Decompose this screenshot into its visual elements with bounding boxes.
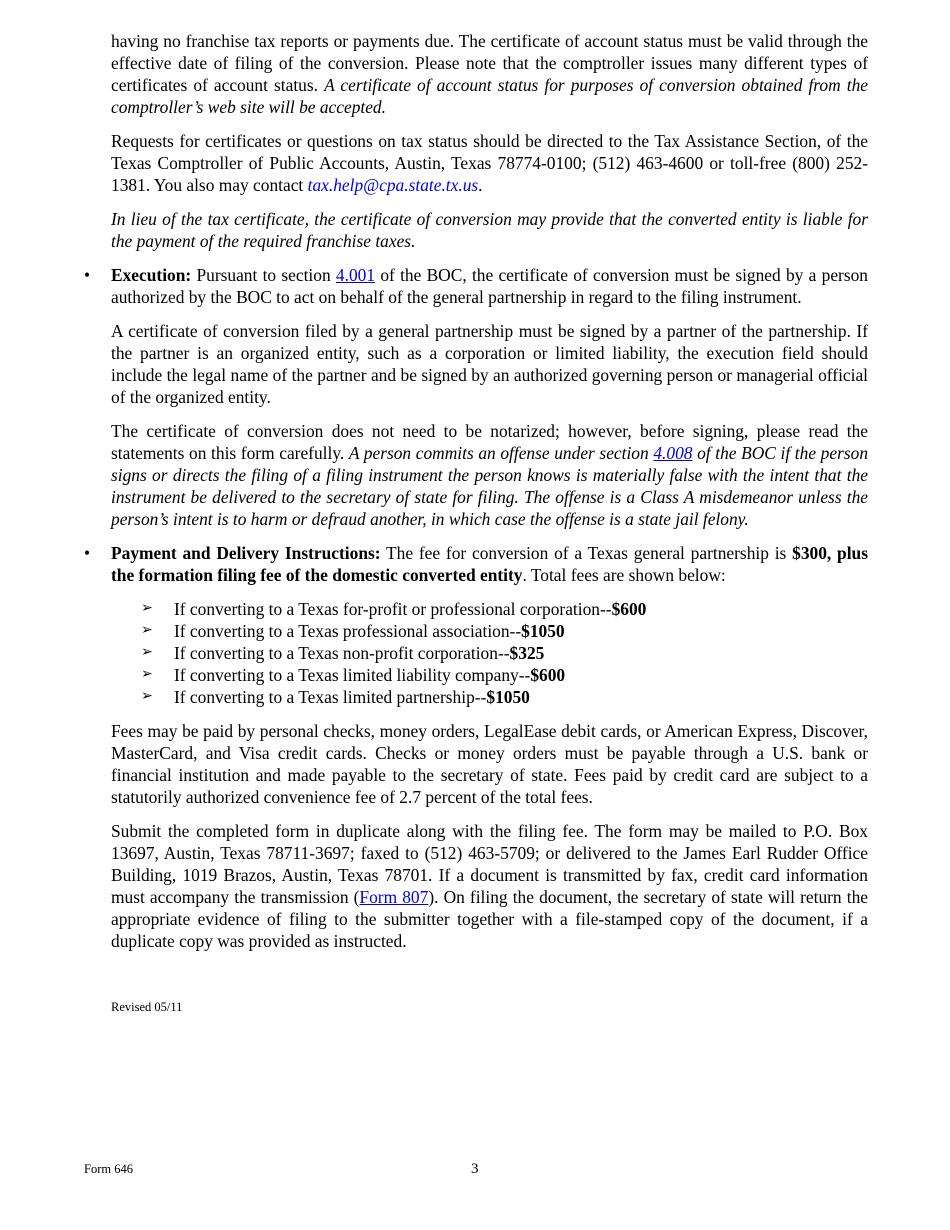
text: .: [478, 175, 483, 195]
text: Requests for certificates or questions on tax status should be directed to the Tax Assistance Section, of the Texas Comptroller of Public Accounts, Austin, Texas 78774-0100; (512) 463-4600 or toll-free (800) 252-1381. You also may contact: [111, 131, 868, 195]
fee-amount: $1050: [486, 687, 530, 707]
footer-form-number: Form 646: [84, 1162, 133, 1176]
page-number: 3: [471, 1161, 479, 1177]
fee-amount: $600: [611, 599, 647, 619]
fee-item: [141, 642, 868, 664]
fee-item: [141, 664, 868, 686]
revised-date: Revised 05/11: [111, 1000, 183, 1014]
email-link[interactable]: tax.help@cpa.state.tx.us: [307, 175, 479, 195]
italic-text: A certificate of account status for purposes of conversion obtained from the comptroller’s web site will be accepted.: [111, 75, 868, 117]
fee-item: [141, 620, 868, 642]
paragraph-certificate-status: [111, 30, 868, 118]
italic-text: A person commits an offense under section: [348, 443, 654, 463]
section-heading: Execution:: [111, 265, 192, 285]
payment-section: [84, 542, 868, 586]
text: Submit the completed form in duplicate along with the filing fee. The form may be mailed to P.O. Box 13697, Austin, Texas 78711-3697; faxed to (512) 463-5709; or delivered to the James Earl Rudder Office Building, 1019 Brazos, Austin, Texas 78701. If a document is transmitted by fax, credit card information must accompany the transmission (: [111, 821, 868, 907]
bold-text: $300, plus the formation filing fee of the domestic converted entity: [111, 543, 868, 585]
paragraph-submit: [111, 820, 868, 952]
link-section-4001[interactable]: 4.001: [335, 265, 376, 285]
fee-item: [141, 686, 868, 708]
arrow-bullet-icon: ➢: [141, 623, 153, 638]
arrow-bullet-icon: ➢: [141, 689, 153, 704]
link-section-4008[interactable]: 4.008: [653, 443, 693, 463]
text: . Total fees are shown below:: [522, 565, 726, 585]
fee-text: If converting to a Texas limited partnership--: [174, 687, 487, 707]
text: Pursuant to section: [191, 265, 336, 285]
text: having no franchise tax reports or payments due. The certificate of account status must be valid through the effective date of filing of the conversion. Please note that the comptroller issues many different types of certificates of account status.: [111, 31, 868, 95]
text: ). On filing the document, the secretary of state will return the appropriate evidence of filing to the submitter together with a file-stamped copy of the document, if a duplicate copy was provided as instructed.: [111, 887, 868, 951]
italic-text: of the BOC if the person signs or directs the filing of a filing instrument the person knows is materially false with the intent that the instrument be delivered to the secretary of state for filing. The offense is a Class A misdemeanor unless the person’s intent is to harm or defraud another, in which case the offense is a state jail felony.: [111, 443, 869, 529]
paragraph-execution-partner: A certificate of conversion filed by a general partnership must be signed by a partner of the partnership. If the partner is an organized entity, such as a corporation or limited liability, the execution field should include the legal name of the partner and be signed by an authorized governing person or managerial official of the organized entity.: [111, 321, 868, 407]
fee-text: If converting to a Texas professional association--: [174, 621, 522, 641]
fee-amount: $1050: [521, 621, 565, 641]
link-form-807[interactable]: Form 807: [359, 887, 429, 907]
fee-amount: $600: [530, 665, 566, 685]
paragraph-payment-methods: Fees may be paid by personal checks, money orders, LegalEase debit cards, or American Express, Discover, MasterCard, and Visa credit cards. Checks or money orders must be payable through a U.S. bank or financial institution and made payable to the secretary of state. Fees paid by credit card are subject to a statutorily authorized convenience fee of 2.7 percent of the total fees.: [111, 721, 868, 807]
text: of the BOC, the certificate of conversion must be signed by a person authorized by the BOC to act on behalf of the general partnership in regard to the filing instrument.: [111, 265, 868, 307]
document-page: [84, 30, 869, 1018]
italic-text: In lieu of the tax certificate, the certificate of conversion may provide that the converted entity is liable for the payment of the required franchise taxes.: [111, 209, 868, 251]
bullet-icon: •: [84, 265, 91, 285]
paragraph-notarized: [111, 420, 868, 530]
arrow-bullet-icon: ➢: [141, 645, 153, 660]
execution-section: [84, 264, 868, 308]
text: The certificate of conversion does not need to be notarized; however, before signing, please read the statements on this form carefully.: [111, 421, 868, 463]
arrow-bullet-icon: ➢: [141, 601, 153, 616]
section-heading: Payment and Delivery Instructions:: [111, 543, 381, 563]
text: The fee for conversion of a Texas general partnership is: [380, 543, 793, 563]
fee-item: [141, 598, 868, 620]
fee-amount: $325: [509, 643, 545, 663]
fee-text: If converting to a Texas non-profit corporation--: [174, 643, 510, 663]
fee-text: If converting to a Texas for-profit or professional corporation--: [174, 599, 612, 619]
paragraph-requests: [111, 130, 868, 196]
fee-text: If converting to a Texas limited liability company--: [174, 665, 531, 685]
fee-list: [141, 598, 868, 708]
bullet-icon: •: [84, 543, 91, 563]
paragraph-in-lieu: [111, 208, 868, 252]
arrow-bullet-icon: ➢: [141, 667, 153, 682]
